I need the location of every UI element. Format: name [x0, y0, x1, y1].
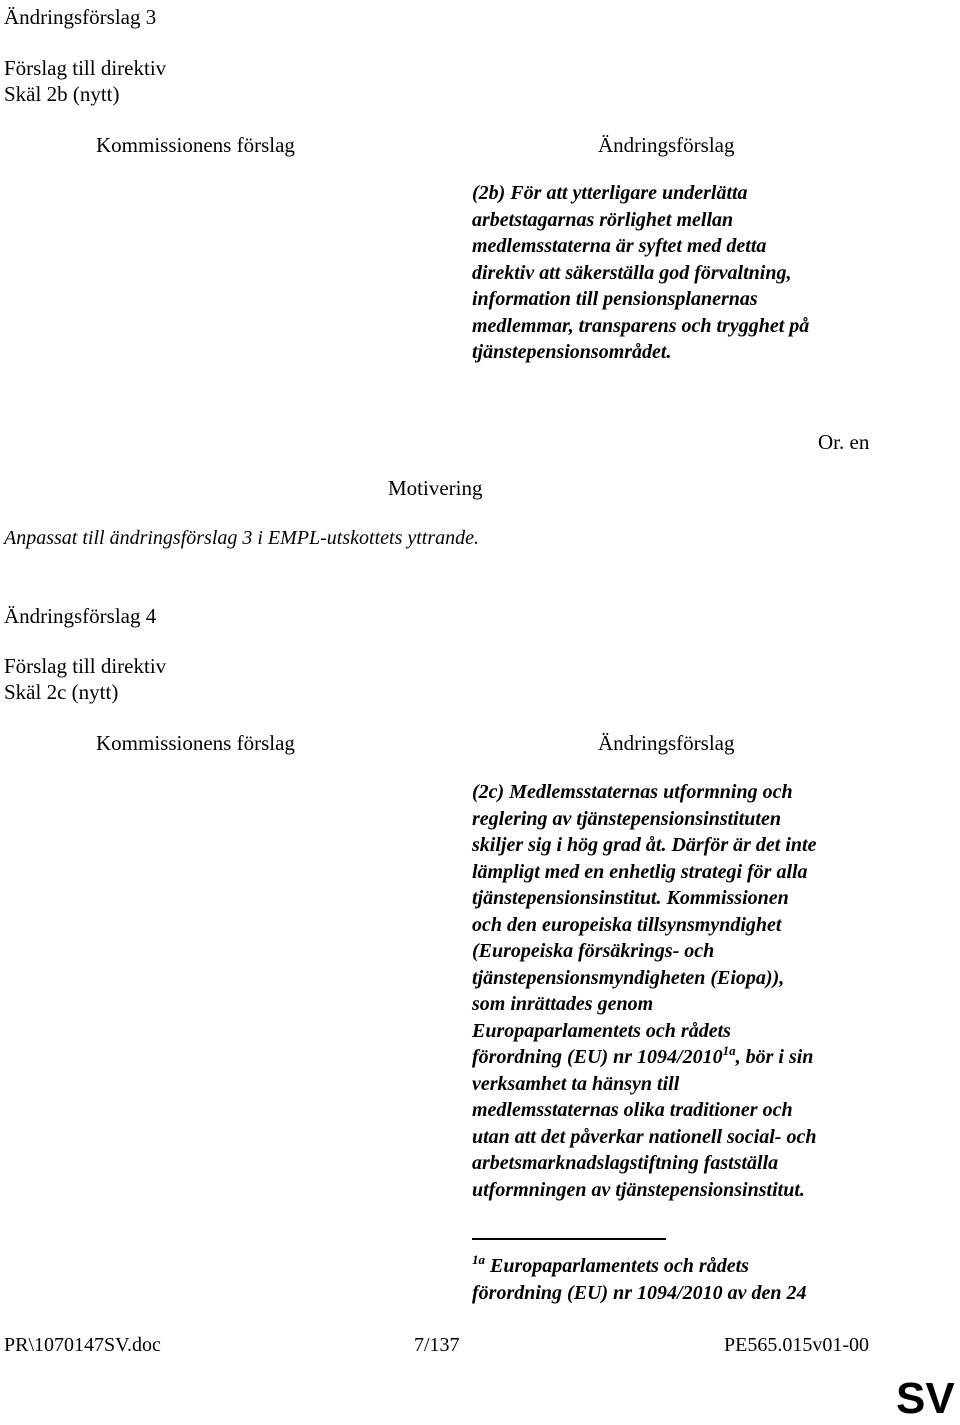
text-line: och den europeiska tillsynsmyndighet — [472, 913, 782, 936]
text-line: (2b) För att ytterligare underlätta — [472, 182, 748, 204]
amendment-4-col-commission: Kommissionens förslag — [96, 731, 295, 755]
footnote-reference[interactable]: 1a — [722, 1043, 736, 1058]
text-line: (2c) Medlemsstaternas utformning och — [472, 781, 793, 803]
text-line: tjänstepensionsmyndigheten (Eiopa)), — [472, 966, 785, 989]
footer-language-code: SV — [896, 1374, 955, 1423]
footnote-mark: 1a — [472, 1252, 485, 1267]
justification-heading: Motivering — [388, 476, 483, 500]
text-line-start: förordning (EU) nr 1094/2010 — [472, 1046, 723, 1068]
text-line: skiljer sig i hög grad åt. Därför är det inte — [472, 834, 817, 856]
text-line: Europaparlamentets och rådets — [472, 1019, 731, 1042]
text-line: medlemsstaternas olika traditioner och — [472, 1099, 793, 1121]
amendment-3-reference: Skäl 2b (nytt) — [4, 82, 120, 106]
text-line: utan att det påverkar nationell social- och — [472, 1125, 817, 1148]
justification-text: Anpassat till ändringsförslag 3 i EMPL-utskottets yttrande. — [4, 527, 479, 549]
footnote-line: förordning (EU) nr 1094/2010 av den 24 — [472, 1281, 807, 1304]
footnote-line — [472, 1253, 806, 1280]
text-line — [472, 1044, 816, 1071]
text-line: arbetstagarnas rörlighet mellan — [472, 208, 734, 231]
amendment-4-col-amendment: Ändringsförslag — [598, 731, 735, 755]
text-line: (Europeiska försäkrings- och — [472, 940, 715, 962]
text-line-end: , bör i sin — [735, 1046, 814, 1068]
text-line: reglering av tjänstepensionsinstituten — [472, 807, 781, 830]
text-line: arbetsmarknadslagstiftning fastställa — [472, 1152, 779, 1174]
footnote — [472, 1253, 806, 1306]
text-line: information till pensionsplanernas — [472, 288, 758, 310]
amendment-3-proposal: Förslag till direktiv — [4, 56, 167, 80]
text-line: tjänstepensionsområdet. — [472, 341, 672, 363]
text-line: verksamhet ta hänsyn till — [472, 1072, 680, 1095]
footer-reference: PE565.015v01-00 — [724, 1334, 869, 1356]
amendment-4-text — [472, 779, 816, 1203]
amendment-4-title: Ändringsförslag 4 — [4, 604, 157, 628]
text-line: lämpligt med en enhetlig strategi för alla — [472, 860, 808, 883]
amendment-3-col-commission: Kommissionens förslag — [96, 133, 295, 157]
text-line: tjänstepensionsinstitut. Kommissionen — [472, 887, 789, 909]
text-line: som inrättades genom — [472, 993, 654, 1015]
original-language: Or. en — [818, 430, 870, 454]
footer-doc-name: PR\1070147SV.doc — [4, 1334, 161, 1356]
amendment-3-title: Ändringsförslag 3 — [4, 5, 157, 29]
text-line: utformningen av tjänstepensionsinstitut. — [472, 1178, 805, 1201]
text-line: direktiv att säkerställa god förvaltning, — [472, 261, 792, 284]
text-line: medlemsstaterna är syftet med detta — [472, 235, 767, 257]
text-line: medlemmar, transparens och trygghet på — [472, 314, 810, 337]
amendment-4-reference: Skäl 2c (nytt) — [4, 680, 119, 704]
footnote-separator — [472, 1238, 666, 1240]
footnote-text: Europaparlamentets och rådets — [485, 1255, 749, 1277]
amendment-4-proposal: Förslag till direktiv — [4, 654, 167, 678]
amendment-3-col-amendment: Ändringsförslag — [598, 133, 735, 157]
footer-page-number: 7/137 — [414, 1334, 460, 1356]
amendment-3-text — [472, 180, 809, 366]
